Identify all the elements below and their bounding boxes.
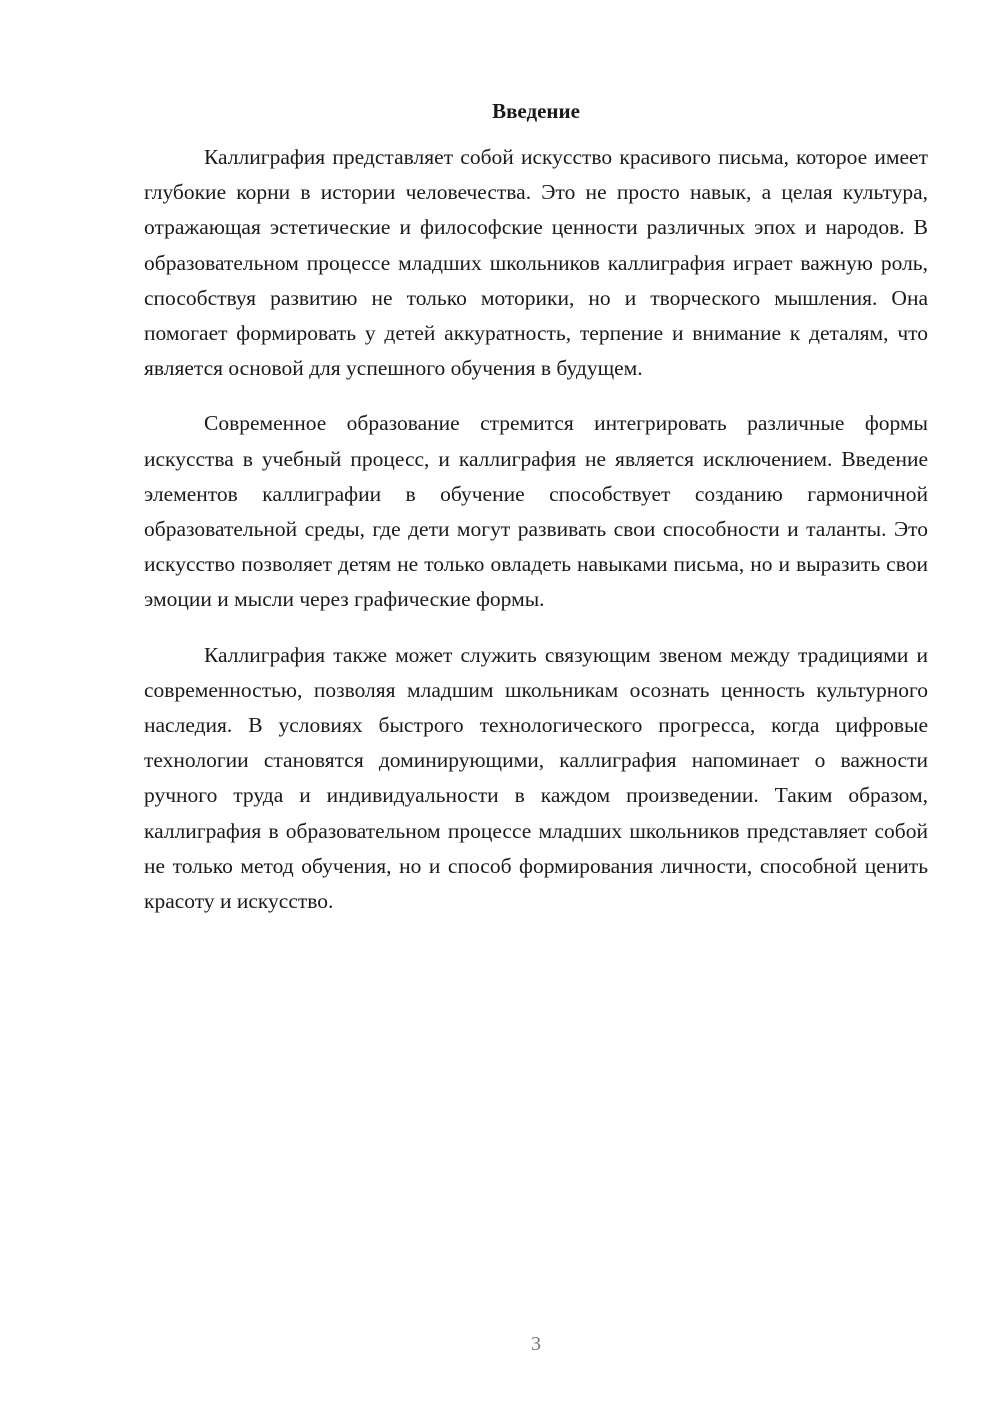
page-number: 3 xyxy=(531,1333,541,1355)
paragraph-3: Каллиграфия также может служить связующим звеном между традициями и современностью, позволяя младшим школьникам осознать ценность культурного наследия. В условиях быстрого технологического прогресса, когда цифровые технологии становятся доминирующими, каллиграфия напоминает о важности ручного труда и индивидуальности в каждом произведении. Таким образом, каллиграфия в образовательном процессе младших школьников представляет собой не только метод обучения, но и способ формирования личности, способной ценить красоту и искусство. xyxy=(144,642,928,914)
paragraph-2: Современное образование стремится интегрировать различные формы искусства в учебный процесс, и каллиграфия не является исключением. Введение элементов каллиграфии в обучение способствует созданию гармоничной образовательной среды, где дети могут развивать свои способности и таланты. Это искусство позволяет детям не только овладеть навыками письма, но и выразить свои эмоции и мысли через графические формы. xyxy=(144,411,928,612)
page-content xyxy=(144,96,928,939)
paragraph-1: Каллиграфия представляет собой искусство красивого письма, которое имеет глубокие корни в истории человечества. Это не просто навык, а целая культура, отражающая эстетические и философские ценности различных эпох и народов. В образовательном процессе младших школьников каллиграфия играет важную роль, способствуя развитию не только моторики, но и творческого мышления. Она помогает формировать у детей аккуратность, терпение и внимание к деталям, что является основой для успешного обучения в будущем. xyxy=(144,145,928,381)
section-heading: Введение xyxy=(492,99,580,123)
